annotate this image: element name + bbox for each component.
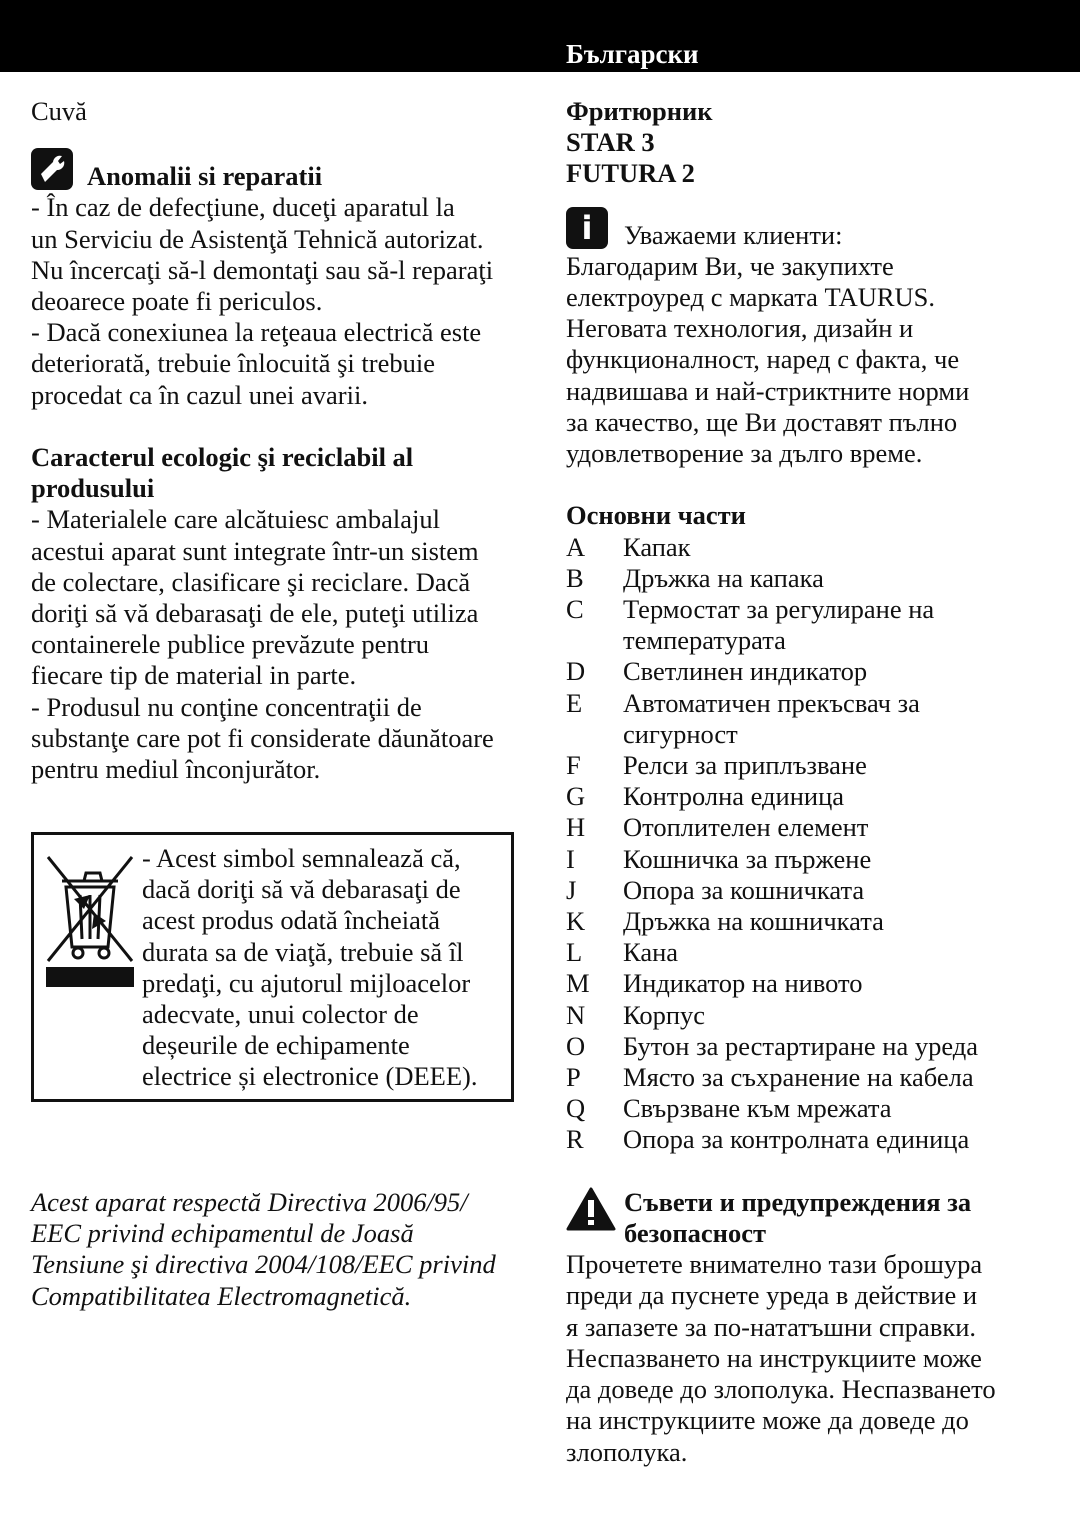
part-letter: R xyxy=(566,1124,584,1155)
part-label-line: Светлинен индикатор xyxy=(623,656,868,687)
eco-line: pentru mediul înconjurător. xyxy=(31,754,321,785)
part-item xyxy=(566,1093,1066,1124)
part-label-line: Място за съхранение на кабела xyxy=(623,1062,974,1093)
part-label xyxy=(623,844,1066,875)
eco-title-line: Caracterul ecologic şi reciclabil al xyxy=(31,442,414,473)
part-label xyxy=(623,1000,1066,1031)
product-line: FUTURA 2 xyxy=(566,158,695,189)
dear-customers-row xyxy=(566,206,1066,251)
part-letter: E xyxy=(566,687,583,718)
part-letter: H xyxy=(566,812,586,843)
eco-body xyxy=(31,504,531,785)
part-item xyxy=(566,937,1066,968)
weee-line: electrice și electronice (DEEE). xyxy=(142,1061,478,1092)
info-icon: i xyxy=(566,207,608,249)
part-letter: C xyxy=(566,594,584,625)
part-label xyxy=(623,750,1066,781)
anomalii-line: procedat ca în cazul unei avarii. xyxy=(31,379,368,410)
eco-line: substanţe care pot fi considerate dăunătoare xyxy=(31,722,494,753)
eco-title-line: produsului xyxy=(31,473,155,504)
part-letter: J xyxy=(566,874,577,905)
part-label-line: Автоматичен прекъсвач за xyxy=(623,687,920,718)
part-label-line: Релси за приплъзване xyxy=(623,750,867,781)
part-item xyxy=(566,812,1066,843)
anomalii-title: Anomalii si reparatii xyxy=(87,161,323,192)
eco-line: - Produsul nu conţine concentraţii de xyxy=(31,691,422,722)
eco-line: de colectare, clasificare şi reciclare. Dacă xyxy=(31,566,471,597)
part-letter: M xyxy=(566,968,590,999)
weee-line: acest produs odată încheiată xyxy=(142,905,440,936)
part-item xyxy=(566,906,1066,937)
part-label-line: Индикатор на нивото xyxy=(623,968,863,999)
anomalii-line: un Serviciu de Asistenţă Tehnică autorizat. xyxy=(31,223,484,254)
part-label xyxy=(623,875,1066,906)
warning-icon xyxy=(566,1187,616,1231)
part-letter: D xyxy=(566,656,586,687)
part-item xyxy=(566,1062,1066,1093)
part-label-line: Свързване към мрежата xyxy=(623,1093,892,1124)
part-letter: I xyxy=(566,843,575,874)
weee-notice-box xyxy=(31,832,514,1102)
part-item xyxy=(566,1000,1066,1031)
part-item xyxy=(566,875,1066,906)
part-letter: Q xyxy=(566,1093,586,1124)
part-label-line: Контролна единица xyxy=(623,781,845,812)
intro-line: електроуред с марката TAURUS. xyxy=(566,282,936,313)
eco-line: fiecare tip de material in parte. xyxy=(31,660,357,691)
part-label-line: Дръжка на кошничката xyxy=(623,906,884,937)
directive-line: EEC privind echipamentul de Joasă xyxy=(31,1218,414,1249)
safety-line: злополука. xyxy=(566,1436,688,1467)
part-item xyxy=(566,563,1066,594)
anomalii-line: Nu încercaţi să-l demontaţi sau să-l reparaţi xyxy=(31,254,494,285)
safety-line: преди да пуснете уреда в действие и xyxy=(566,1280,978,1311)
part-item xyxy=(566,656,1066,687)
safety-line: я запазете за по-нататъшни справки. xyxy=(566,1311,977,1342)
part-letter: F xyxy=(566,750,581,781)
intro-line: надвишава и най-стриктните норми xyxy=(566,375,970,406)
eco-line: - Materialele care alcătuiesc ambalajul xyxy=(31,504,441,535)
part-item xyxy=(566,688,1066,750)
part-label-line: температурата xyxy=(623,625,786,656)
safety-heading xyxy=(566,1187,1066,1249)
part-label-line: Кана xyxy=(623,937,679,968)
part-label-line: сигурност xyxy=(623,718,738,749)
directive-line: Compatibilitatea Electromagnetică. xyxy=(31,1280,412,1311)
intro-line: удовлетворение за дълго време. xyxy=(566,438,923,469)
language-header-bar xyxy=(0,0,1080,72)
part-label-line: Бутон за рестартиране на уреда xyxy=(623,1030,979,1061)
weee-line: - Acest simbol semnalează că, xyxy=(142,843,461,873)
part-letter: L xyxy=(566,937,583,968)
part-label xyxy=(623,656,1066,687)
part-item xyxy=(566,532,1066,563)
part-item xyxy=(566,594,1066,656)
part-item xyxy=(566,1124,1066,1155)
part-letter: K xyxy=(566,906,586,937)
part-letter: N xyxy=(566,999,586,1030)
intro-line: за качество, ще Ви доставят пълно xyxy=(566,406,958,437)
weee-line: deșeurile de echipamente xyxy=(142,1030,410,1061)
right-column xyxy=(566,96,1066,1468)
parts-title: Основни части xyxy=(566,500,746,531)
product-line: STAR 3 xyxy=(566,127,655,158)
dear-customers: Уважаеми клиенти: xyxy=(624,219,843,250)
eco-line: doriţi să vă debarasaţi de ele, puteţi utiliza xyxy=(31,598,479,629)
safety-line: Неспазването на инструкциите може xyxy=(566,1342,982,1373)
directive-note xyxy=(31,1187,531,1312)
language-title: Български xyxy=(566,39,699,69)
part-label xyxy=(623,563,1066,594)
part-label xyxy=(623,812,1066,843)
left-column xyxy=(31,96,531,785)
part-label xyxy=(623,1124,1066,1155)
weee-line: adecvate, unui colector de xyxy=(142,999,419,1030)
part-letter: P xyxy=(566,1062,581,1093)
anomalii-body xyxy=(31,192,531,410)
safety-line: да доведе до злополука. Неспазването xyxy=(566,1374,996,1405)
part-item xyxy=(566,844,1066,875)
part-letter: A xyxy=(566,531,586,562)
part-label-line: Опора за контролната единица xyxy=(623,1124,970,1155)
weee-line: predaţi, cu ajutorul mijloacelor xyxy=(142,967,471,998)
weee-text xyxy=(142,843,510,1093)
part-item xyxy=(566,1031,1066,1062)
intro-line: Неговата технология, дизайн и xyxy=(566,313,914,344)
cuva-label: Cuvă xyxy=(31,96,87,126)
wrench-icon xyxy=(31,148,73,190)
part-item xyxy=(566,750,1066,781)
part-label xyxy=(623,594,1066,656)
safety-title-line: Съвети и предупреждения за xyxy=(624,1186,972,1217)
part-label xyxy=(623,906,1066,937)
part-label xyxy=(623,781,1066,812)
part-label-line: Кошничка за пържене xyxy=(623,843,872,874)
part-label-line: Отоплителен елемент xyxy=(623,812,869,843)
weee-line: durata sa de viaţă, trebuie să îl xyxy=(142,936,464,967)
part-label-line: Опора за кошничката xyxy=(623,874,865,905)
part-letter: B xyxy=(566,562,584,593)
directive-line: Tensiune şi directiva 2004/108/EEC privind xyxy=(31,1249,496,1280)
intro-body xyxy=(566,251,1066,469)
parts-list xyxy=(566,532,1066,1156)
anomalii-line: - În caz de defecţiune, duceţi aparatul la xyxy=(31,192,455,223)
anomalii-heading xyxy=(31,145,531,192)
part-label xyxy=(623,688,1066,750)
safety-line: Прочетете внимателно тази брошура xyxy=(566,1249,983,1280)
part-label-line: Капак xyxy=(623,531,691,562)
safety-line: на инструкциите може да доведе до xyxy=(566,1405,969,1436)
part-label-line: Корпус xyxy=(623,999,706,1030)
directive-line: Acest aparat respectă Directiva 2006/95/ xyxy=(31,1187,468,1217)
part-label xyxy=(623,968,1066,999)
part-label xyxy=(623,532,1066,563)
part-label-line: Термостат за регулиране на xyxy=(623,594,935,625)
part-label xyxy=(623,1093,1066,1124)
part-label-line: Дръжка на капака xyxy=(623,562,824,593)
eco-line: acestui aparat sunt integrate într-un sistem xyxy=(31,535,479,566)
part-letter: O xyxy=(566,1030,586,1061)
part-label xyxy=(623,1031,1066,1062)
part-item xyxy=(566,781,1066,812)
anomalii-line: - Dacă conexiunea la reţeaua electrică este xyxy=(31,317,482,348)
part-label xyxy=(623,937,1066,968)
part-item xyxy=(566,968,1066,999)
crossed-bin-icon xyxy=(44,849,136,999)
anomalii-line: deteriorată, trebuie înlocuită şi trebuie xyxy=(31,348,435,379)
intro-line: Благодарим Ви, че закупихте xyxy=(566,250,894,281)
safety-title-line: безопасност xyxy=(624,1218,766,1249)
intro-line: функционалност, наред с факта, че xyxy=(566,344,960,375)
weee-line: dacă doriţi să vă debarasaţi de xyxy=(142,874,461,905)
part-label xyxy=(623,1062,1066,1093)
anomalii-line: deoarece poate fi periculos. xyxy=(31,286,323,317)
safety-body xyxy=(566,1249,1066,1467)
product-line: Фритюрник xyxy=(566,96,713,126)
eco-line: containerele publice prevăzute pentru xyxy=(31,629,430,660)
part-letter: G xyxy=(566,781,586,812)
